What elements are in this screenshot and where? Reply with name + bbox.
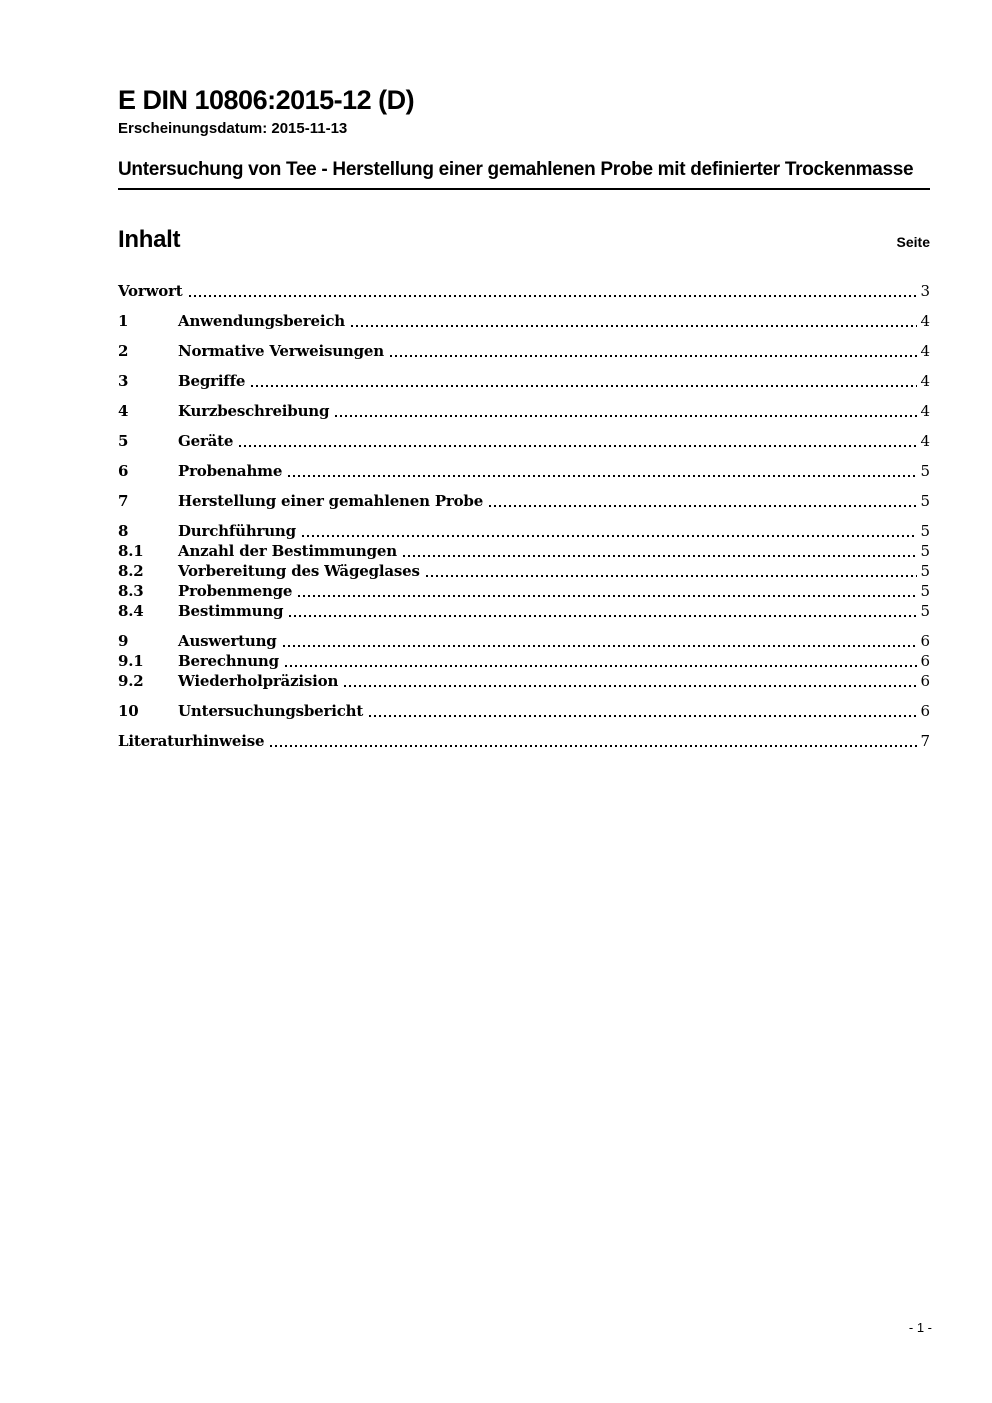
toc-entry-page: 6 [920,632,930,650]
toc-group [118,461,930,481]
publication-date: Erscheinungsdatum: 2015-11-13 [118,120,348,137]
toc-row [118,701,930,721]
toc-entry-number: 2 [118,342,129,360]
toc-dotted-leader [189,295,917,297]
toc-row [118,401,930,421]
toc-entry-number: 9.1 [118,652,144,670]
toc-entry-label: Berechnung [178,652,279,670]
toc-row [118,461,930,481]
toc-dotted-leader [289,615,917,617]
toc-dotted-leader [351,325,917,327]
toc-entry-page: 7 [920,732,930,750]
toc-dotted-leader [298,595,917,597]
toc-entry-page: 5 [920,562,930,580]
toc-entry-number: 6 [118,462,129,480]
toc-entry-page: 5 [920,582,930,600]
toc-entry-page: 5 [920,602,930,620]
toc-entry-page: 4 [920,432,930,450]
toc-dotted-leader [285,665,917,667]
toc-list [118,281,930,751]
toc-row [118,281,930,301]
toc-entry-number: 1 [118,312,129,330]
toc-entry-page: 6 [920,702,930,720]
toc-entry-number: 3 [118,372,129,390]
toc-row [118,561,930,581]
toc-entry-label: Kurzbeschreibung [178,402,330,420]
toc-entry-label: Anzahl der Bestimmungen [178,542,397,560]
toc-group [118,401,930,421]
toc-dotted-leader [288,475,917,477]
toc-row [118,581,930,601]
toc-entry-label: Probenahme [178,462,283,480]
footer-page-number: - 1 - [908,1320,932,1335]
toc-entry-page: 5 [920,522,930,540]
toc-row [118,731,930,751]
toc-dotted-leader [239,445,917,447]
document-title: E DIN 10806:2015-12 (D) [118,85,415,115]
toc-entry-page: 5 [920,492,930,510]
toc-dotted-leader [369,715,917,717]
toc-entry-number: 4 [118,402,129,420]
toc-entry-page: 5 [920,542,930,560]
toc-row [118,521,930,541]
toc-dotted-leader [251,385,917,387]
toc-group [118,701,930,721]
toc-group [118,431,930,451]
toc-group [118,341,930,361]
toc-row [118,541,930,561]
toc-dotted-leader [335,415,917,417]
toc-entry-number: 10 [118,702,139,720]
toc-row [118,431,930,451]
toc-entry-label: Probenmenge [178,582,293,600]
toc-group [118,731,930,751]
toc-entry-number: 8.4 [118,602,144,620]
toc-entry-label: Normative Verweisungen [178,342,384,360]
toc-entry-number: 8.1 [118,542,144,560]
toc-group [118,491,930,511]
toc-row [118,371,930,391]
toc-entry-label: Auswertung [178,632,277,650]
toc-group [118,311,930,331]
toc-entry-label: Herstellung einer gemahlenen Probe [178,492,484,510]
toc-entry-number: 9.2 [118,672,144,690]
toc-entry-page: 6 [920,652,930,670]
toc-group [118,281,930,301]
toc-group [118,631,930,691]
toc-entry-label: Durchführung [178,522,296,540]
toc-entry-label: Geräte [178,432,234,450]
toc-page-column-label: Seite [896,234,930,250]
page-content [118,0,930,761]
toc-entry-label: Untersuchungsbericht [178,702,364,720]
toc-dotted-leader [390,355,917,357]
toc-entry-page: 6 [920,672,930,690]
toc-header-row [118,226,930,254]
toc-entry-label: Vorbereitung des Wägeglases [178,562,420,580]
toc-entry-label: Anwendungsbereich [178,312,345,330]
toc-entry-page: 5 [920,462,930,480]
toc-entry-page: 4 [920,402,930,420]
toc-row [118,491,930,511]
toc-entry-label: Literaturhinweise [118,732,265,750]
toc-row [118,341,930,361]
toc-entry-number: 9 [118,632,129,650]
toc-entry-number: 8.3 [118,582,144,600]
toc-row [118,311,930,331]
toc-group [118,521,930,621]
subject-heading: Untersuchung von Tee - Herstellung einer gemahlenen Probe mit definierter Trockenmasse [118,157,930,190]
toc-group [118,371,930,391]
toc-dotted-leader [489,505,917,507]
toc-dotted-leader [270,745,917,747]
toc-heading: Inhalt [118,226,181,253]
toc-entry-page: 4 [920,312,930,330]
toc-entry-number: 8.2 [118,562,144,580]
toc-row [118,601,930,621]
toc-entry-page: 3 [920,282,930,300]
toc-entry-label: Begriffe [178,372,246,390]
toc-entry-page: 4 [920,372,930,390]
toc-row [118,651,930,671]
toc-row [118,671,930,691]
toc-entry-label: Bestimmung [178,602,284,620]
toc-entry-page: 4 [920,342,930,360]
toc-dotted-leader [283,645,917,647]
toc-entry-number: 5 [118,432,129,450]
toc-dotted-leader [426,575,917,577]
toc-dotted-leader [403,555,917,557]
toc-row [118,631,930,651]
toc-entry-number: 7 [118,492,129,510]
toc-dotted-leader [344,685,917,687]
toc-entry-label: Vorwort [118,282,183,300]
toc-entry-number: 8 [118,522,129,540]
toc-entry-label: Wiederholpräzision [178,672,339,690]
toc-dotted-leader [302,535,917,537]
